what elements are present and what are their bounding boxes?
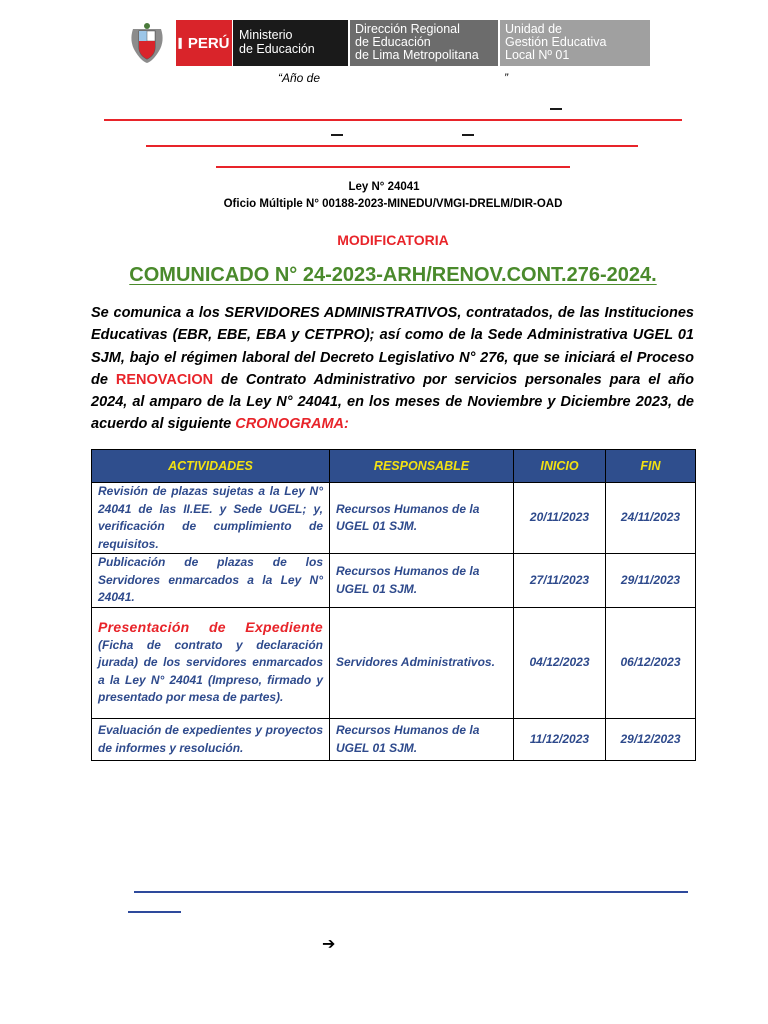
activity-detail: (Ficha de contrato y declaración jurada) de los servidores enmarcados a la Ley N° 24041 (Impreso, firmado y presentado por mesa de partes).	[98, 637, 323, 705]
announcement-paragraph	[91, 302, 694, 436]
law-reference: Ley N° 24041	[348, 181, 420, 193]
start-date-cell: 11/12/2023	[514, 719, 606, 761]
responsible-cell: Recursos Humanos de la UGEL 01 SJM.	[330, 483, 514, 554]
activity-cell: Evaluación de expedientes y proyectos de informes y resolución.	[92, 719, 330, 761]
responsible-cell: Recursos Humanos de la UGEL 01 SJM.	[330, 719, 514, 761]
activity-title: Presentación de Expediente	[98, 619, 323, 636]
dash-2	[331, 134, 343, 136]
header-actividades: ACTIVIDADES	[92, 450, 330, 483]
year-motto-open: “Año de	[278, 71, 321, 85]
table-row	[92, 554, 696, 608]
end-date-cell: 06/12/2023	[606, 608, 696, 719]
country-label: PERÚ	[187, 34, 230, 52]
red-rule-2	[146, 145, 638, 147]
table-row	[92, 608, 696, 719]
schedule-table	[91, 449, 696, 761]
ugel-block	[498, 20, 650, 66]
activity-cell: Publicación de plazas de los Servidores enmarcados a la Ley N° 24041.	[92, 554, 330, 608]
cronograma-highlight: CRONOGRAMA:	[235, 416, 349, 433]
paragraph-part-1: Se comunica a los SERVIDORES ADMINISTRATIVOS, contratados, de las Instituciones Educativas (EBR, EBE, EBA y CETPRO); así como de la Sede Administrativa UGEL 01 SJM, bajo el régimen laboral del Decreto Legislativo N° 276, que se iniciará el Proceso de	[91, 305, 694, 388]
header-inicio: INICIO	[514, 450, 606, 483]
dash-3	[462, 134, 474, 136]
table-header-row	[92, 450, 696, 483]
ministry-block	[232, 20, 348, 66]
end-date-cell: 29/12/2023	[606, 719, 696, 761]
table-row	[92, 483, 696, 554]
end-date-cell: 24/11/2023	[606, 483, 696, 554]
coat-of-arms-icon	[124, 20, 170, 66]
start-date-cell: 20/11/2023	[514, 483, 606, 554]
table-row	[92, 719, 696, 761]
oficio-reference: Oficio Múltiple N° 00188-2023-MINEDU/VMGI-DRELM/DIR-OAD	[223, 198, 563, 210]
year-motto-close: ”	[504, 71, 508, 85]
activity-cell: Revisión de plazas sujetas a la Ley N° 24041 de las II.EE. y Sede UGEL; y, verificación de cumplimiento de requisitos.	[92, 483, 330, 554]
arrow-right-icon: ➔	[322, 934, 336, 953]
renovacion-highlight: RENOVACION	[115, 371, 214, 388]
ugel-line-3: Local Nº 01	[505, 48, 570, 62]
responsible-cell: Recursos Humanos de la UGEL 01 SJM.	[330, 554, 514, 608]
red-rule-3	[216, 166, 570, 168]
drelm-block	[348, 20, 498, 66]
peru-brand	[176, 20, 232, 66]
blue-rule-1	[134, 891, 688, 893]
ministry-line-1: Ministerio	[239, 28, 293, 42]
drelm-line-1: Dirección Regional	[355, 22, 460, 36]
header-responsable: RESPONSABLE	[330, 450, 514, 483]
blue-rule-2	[128, 911, 181, 913]
drelm-line-2: de Educación	[355, 35, 431, 49]
modificatoria-label: MODIFICATORIA	[337, 232, 449, 248]
comunicado-title: COMUNICADO N° 24-2023-ARH/RENOV.CONT.276-2024.	[129, 264, 657, 286]
end-date-cell: 29/11/2023	[606, 554, 696, 608]
activity-cell	[92, 608, 330, 719]
red-rule-1	[104, 119, 682, 121]
ugel-line-2: Gestión Educativa	[505, 35, 607, 49]
flag-icon: ▌	[178, 38, 185, 48]
start-date-cell: 04/12/2023	[514, 608, 606, 719]
drelm-line-3: de Lima Metropolitana	[355, 48, 479, 62]
start-date-cell: 27/11/2023	[514, 554, 606, 608]
ugel-line-1: Unidad de	[505, 22, 562, 36]
responsible-cell: Servidores Administrativos.	[330, 608, 514, 719]
ministry-line-2: de Educación	[239, 42, 315, 56]
institution-header	[124, 20, 650, 66]
header-fin: FIN	[606, 450, 696, 483]
dash-1	[550, 108, 562, 110]
paragraph-part-2: de Contrato Administrativo por servicios personales para el año 2024, al amparo de la Ley N° 24041, en los meses de Noviembre y Diciembre 2023, de acuerdo al siguiente	[91, 371, 694, 433]
